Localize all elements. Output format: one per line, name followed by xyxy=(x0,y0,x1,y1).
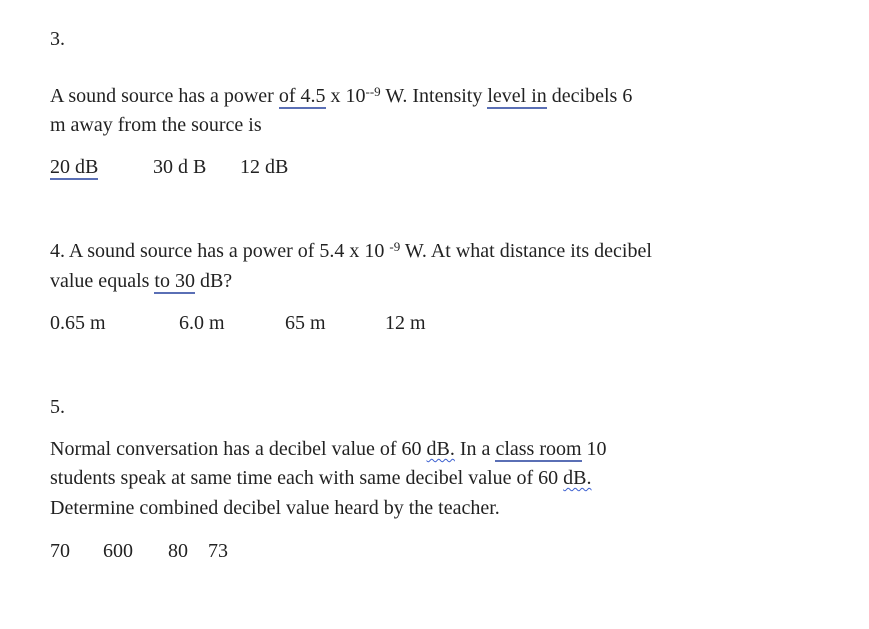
question-4-text-line-2 xyxy=(50,269,232,293)
q4-text: value equals xyxy=(50,270,155,292)
q4-text: dB? xyxy=(194,270,233,292)
question-3-text-line-2: m away from the source is xyxy=(50,114,262,136)
q3-text: A sound source has a power xyxy=(50,85,279,107)
q4-text: W. At what distance its decibel xyxy=(400,240,652,262)
q5-option-d: 73 xyxy=(208,540,228,562)
q5-text: Normal conversation has a decibel value of 60 xyxy=(50,438,427,460)
q5-db-2: dB. xyxy=(563,467,592,489)
q3-text: W. Intensity xyxy=(380,85,488,107)
q3-text: decibels 6 xyxy=(546,85,633,107)
q3-power-value: of 4.5 xyxy=(278,85,326,107)
q5-text: students speak at same time each with same decibel value of 60 xyxy=(50,467,564,489)
q5-option-c: 80 xyxy=(168,540,188,562)
q5-text: In a xyxy=(454,438,496,460)
q3-option-a xyxy=(50,155,98,179)
q5-option-a: 70 xyxy=(50,540,70,562)
q4-option-d: 12 m xyxy=(385,312,426,334)
q4-to-30: to 30 xyxy=(154,270,195,292)
q5-db-1: dB. xyxy=(426,438,455,460)
q4-option-c: 65 m xyxy=(285,312,326,334)
q4-text: 4. A sound source has a power of 5.4 x 10 xyxy=(50,240,390,262)
question-5-text-line-2 xyxy=(50,466,592,490)
q3-exponent: --9 xyxy=(365,84,381,99)
q3-option-a-text: 20 dB xyxy=(50,156,99,178)
q3-text: x 10 xyxy=(325,85,366,107)
q5-text: 10 xyxy=(581,438,607,460)
q4-exponent: -9 xyxy=(389,239,401,254)
question-3-number: 3. xyxy=(50,28,65,50)
q3-level-in: level in xyxy=(487,85,547,107)
q3-option-b: 30 d B xyxy=(153,156,207,178)
question-3-text-line-1 xyxy=(50,84,632,108)
question-4-text-line-1 xyxy=(50,239,652,263)
q5-option-b: 600 xyxy=(103,540,133,562)
question-5-number: 5. xyxy=(50,396,65,418)
question-5-text-line-1 xyxy=(50,437,607,461)
question-5-text-line-3: Determine combined decibel value heard by the teacher. xyxy=(50,497,500,519)
q4-option-a: 0.65 m xyxy=(50,312,106,334)
q4-option-b: 6.0 m xyxy=(179,312,225,334)
q3-option-c: 12 dB xyxy=(240,156,289,178)
q5-class-room: class room xyxy=(495,438,582,460)
